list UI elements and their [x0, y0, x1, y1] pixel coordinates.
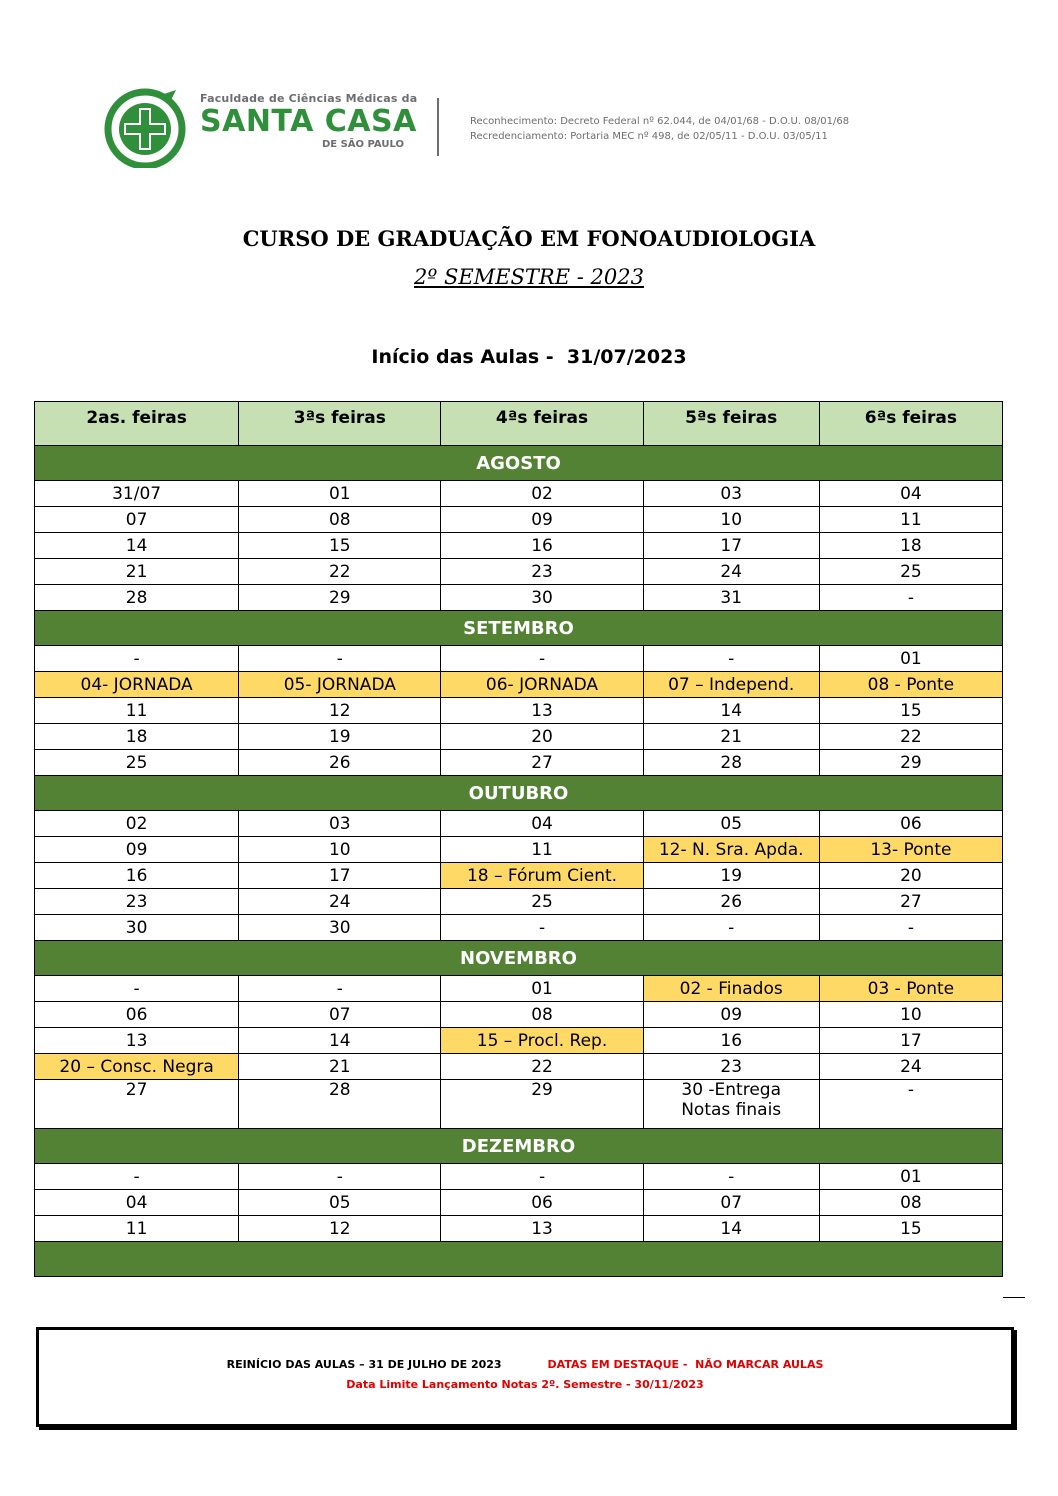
- date-cell: -: [441, 646, 643, 672]
- week-row: [35, 559, 1003, 585]
- date-cell: 29: [239, 585, 441, 611]
- week-row: [35, 507, 1003, 533]
- date-cell: 04: [819, 481, 1002, 507]
- month-row: [35, 446, 1003, 481]
- recredentialing-line: Recredenciamento: Portaria MEC nº 498, de 02/05/11 - D.O.U. 03/05/11: [470, 131, 828, 142]
- highlighted-date-cell: 13- Ponte: [819, 837, 1002, 863]
- header-wednesday: 4ªs feiras: [441, 402, 643, 446]
- date-cell: 16: [441, 533, 643, 559]
- month-name: NOVEMBRO: [35, 941, 1003, 976]
- date-cell: 11: [35, 698, 239, 724]
- date-cell: 24: [819, 1054, 1002, 1080]
- date-cell: 25: [35, 750, 239, 776]
- highlighted-date-cell: 08 - Ponte: [819, 672, 1002, 698]
- week-row: [35, 1054, 1003, 1080]
- date-cell: 15: [239, 533, 441, 559]
- date-cell: 22: [819, 724, 1002, 750]
- calendar-body: [35, 446, 1003, 1277]
- highlighted-date-cell: 06- JORNADA: [441, 672, 643, 698]
- course-title: CURSO DE GRADUAÇÃO EM FONOAUDIOLOGIA: [242, 226, 816, 251]
- table-footer-cell: [35, 1242, 1003, 1277]
- highlight-note: DATAS EM DESTAQUE - NÃO MARCAR AULAS: [547, 1358, 824, 1371]
- date-cell: 17: [819, 1028, 1002, 1054]
- week-row: [35, 724, 1003, 750]
- date-cell: 04: [441, 811, 643, 837]
- date-cell: 26: [239, 750, 441, 776]
- week-row: [35, 1002, 1003, 1028]
- week-row: [35, 698, 1003, 724]
- highlighted-date-cell: 04- JORNADA: [35, 672, 239, 698]
- date-cell: 24: [239, 889, 441, 915]
- date-cell: 07: [643, 1190, 819, 1216]
- notes-box: [36, 1327, 1014, 1427]
- date-cell: -: [819, 1080, 1002, 1129]
- date-cell: 09: [643, 1002, 819, 1028]
- highlighted-date-cell: 05- JORNADA: [239, 672, 441, 698]
- week-row: [35, 976, 1003, 1002]
- date-cell: 28: [643, 750, 819, 776]
- date-cell: 13: [441, 698, 643, 724]
- header-monday: 2as. feiras: [35, 402, 239, 446]
- date-cell: 14: [35, 533, 239, 559]
- date-cell: 14: [239, 1028, 441, 1054]
- date-cell: 27: [35, 1080, 239, 1129]
- date-cell: 02: [35, 811, 239, 837]
- logo-faculty-name: Faculdade de Ciências Médicas da: [200, 92, 418, 105]
- week-row: [35, 863, 1003, 889]
- week-row: [35, 811, 1003, 837]
- highlighted-date-cell: 18 – Fórum Cient.: [441, 863, 643, 889]
- highlighted-date-cell: 02 - Finados: [643, 976, 819, 1002]
- date-cell: -: [441, 1164, 643, 1190]
- date-cell: 21: [239, 1054, 441, 1080]
- date-cell: 23: [643, 1054, 819, 1080]
- notes-line: [39, 1358, 1011, 1371]
- date-cell: [643, 1080, 819, 1129]
- week-row: [35, 585, 1003, 611]
- table-footer-row: [35, 1242, 1003, 1277]
- date-cell: -: [819, 915, 1002, 941]
- date-cell: -: [239, 976, 441, 1002]
- date-cell: 12: [239, 698, 441, 724]
- semester-subtitle: 2º SEMESTRE - 2023: [414, 265, 644, 289]
- date-cell: 14: [643, 698, 819, 724]
- date-cell: 16: [643, 1028, 819, 1054]
- date-cell: 09: [441, 507, 643, 533]
- month-name: DEZEMBRO: [35, 1129, 1003, 1164]
- week-row: [35, 915, 1003, 941]
- header-tuesday: 3ªs feiras: [239, 402, 441, 446]
- date-cell: 10: [239, 837, 441, 863]
- date-cell: 05: [239, 1190, 441, 1216]
- date-cell-line: Notas finais: [681, 1100, 782, 1120]
- month-name: SETEMBRO: [35, 611, 1003, 646]
- date-cell: 30: [239, 915, 441, 941]
- week-row: [35, 481, 1003, 507]
- highlighted-date-cell: 15 – Procl. Rep.: [441, 1028, 643, 1054]
- date-cell: 19: [239, 724, 441, 750]
- month-name: OUTUBRO: [35, 776, 1003, 811]
- header-divider: [437, 98, 439, 156]
- date-cell: 21: [35, 559, 239, 585]
- date-cell: -: [643, 915, 819, 941]
- date-cell: 07: [239, 1002, 441, 1028]
- date-cell: 29: [441, 1080, 643, 1129]
- santa-casa-emblem-icon: [104, 88, 188, 168]
- date-cell: 27: [819, 889, 1002, 915]
- date-cell: -: [239, 1164, 441, 1190]
- date-cell: 02: [441, 481, 643, 507]
- date-cell: -: [35, 646, 239, 672]
- date-cell: 23: [441, 559, 643, 585]
- date-cell: 28: [239, 1080, 441, 1129]
- deadline-note: Data Limite Lançamento Notas 2º. Semestre - 30/11/2023: [346, 1378, 704, 1391]
- date-cell: -: [35, 976, 239, 1002]
- date-cell: 11: [441, 837, 643, 863]
- month-row: [35, 611, 1003, 646]
- date-cell: 06: [441, 1190, 643, 1216]
- date-cell: 25: [441, 889, 643, 915]
- date-cell: -: [239, 646, 441, 672]
- date-cell: 28: [35, 585, 239, 611]
- date-cell: 27: [441, 750, 643, 776]
- date-cell: 16: [35, 863, 239, 889]
- date-cell: 10: [819, 1002, 1002, 1028]
- header-thursday: 5ªs feiras: [643, 402, 819, 446]
- date-cell: 09: [35, 837, 239, 863]
- date-cell: -: [441, 915, 643, 941]
- date-cell: 05: [643, 811, 819, 837]
- highlighted-date-cell: 12- N. Sra. Apda.: [643, 837, 819, 863]
- weekday-header-row: [35, 402, 1003, 446]
- date-cell: 20: [441, 724, 643, 750]
- week-row: [35, 889, 1003, 915]
- date-cell: -: [643, 1164, 819, 1190]
- date-cell: 03: [239, 811, 441, 837]
- date-cell: 31: [643, 585, 819, 611]
- week-row: [35, 1164, 1003, 1190]
- week-row: [35, 750, 1003, 776]
- date-cell: 18: [35, 724, 239, 750]
- academic-calendar-table: [34, 401, 1003, 1277]
- date-cell: 17: [239, 863, 441, 889]
- date-cell: 06: [35, 1002, 239, 1028]
- date-cell: 11: [35, 1216, 239, 1242]
- week-row: [35, 646, 1003, 672]
- date-cell: 03: [643, 481, 819, 507]
- date-cell: 07: [35, 507, 239, 533]
- date-cell: 30: [441, 585, 643, 611]
- date-cell: -: [643, 646, 819, 672]
- date-cell: 22: [441, 1054, 643, 1080]
- date-cell: 13: [441, 1216, 643, 1242]
- date-cell: 08: [819, 1190, 1002, 1216]
- date-cell: 10: [643, 507, 819, 533]
- date-cell: 31/07: [35, 481, 239, 507]
- date-cell: -: [35, 1164, 239, 1190]
- date-cell: -: [819, 585, 1002, 611]
- week-row: [35, 837, 1003, 863]
- week-row: [35, 672, 1003, 698]
- restart-note: REINÍCIO DAS AULAS – 31 DE JULHO DE 2023: [226, 1358, 502, 1371]
- date-cell: 14: [643, 1216, 819, 1242]
- week-row: [35, 1028, 1003, 1054]
- recognition-text: [470, 114, 849, 144]
- month-name: AGOSTO: [35, 446, 1003, 481]
- month-row: [35, 776, 1003, 811]
- date-cell: 25: [819, 559, 1002, 585]
- date-cell: 01: [819, 646, 1002, 672]
- classes-start-label: Início das Aulas - 31/07/2023: [371, 346, 687, 368]
- date-cell: 20: [819, 863, 1002, 889]
- date-cell: 11: [819, 507, 1002, 533]
- date-cell: 01: [819, 1164, 1002, 1190]
- date-cell: 29: [819, 750, 1002, 776]
- institution-logo: [104, 88, 434, 168]
- date-cell: 12: [239, 1216, 441, 1242]
- date-cell: 15: [819, 1216, 1002, 1242]
- date-cell: 18: [819, 533, 1002, 559]
- date-cell: 01: [441, 976, 643, 1002]
- week-row: [35, 533, 1003, 559]
- date-cell: 22: [239, 559, 441, 585]
- month-row: [35, 1129, 1003, 1164]
- week-row: [35, 1216, 1003, 1242]
- date-cell: 23: [35, 889, 239, 915]
- week-row: [35, 1190, 1003, 1216]
- logo-santa-casa: SANTA CASA: [200, 104, 417, 139]
- date-cell: 01: [239, 481, 441, 507]
- logo-sao-paulo: DE SÃO PAULO: [321, 139, 404, 150]
- month-row: [35, 941, 1003, 976]
- header-friday: 6ªs feiras: [819, 402, 1002, 446]
- date-cell: 13: [35, 1028, 239, 1054]
- highlighted-date-cell: 07 – Independ.: [643, 672, 819, 698]
- date-cell: 17: [643, 533, 819, 559]
- date-cell: 21: [643, 724, 819, 750]
- date-cell: 08: [239, 507, 441, 533]
- date-cell: 06: [819, 811, 1002, 837]
- week-row: [35, 1080, 1003, 1129]
- highlighted-date-cell: 20 – Consc. Negra: [35, 1054, 239, 1080]
- date-cell: 19: [643, 863, 819, 889]
- date-cell-line: 30 -Entrega: [681, 1080, 782, 1100]
- recognition-line: Reconhecimento: Decreto Federal nº 62.044, de 04/01/68 - D.O.U. 08/01/68: [470, 116, 850, 127]
- date-cell: 24: [643, 559, 819, 585]
- date-cell: 08: [441, 1002, 643, 1028]
- date-cell: 04: [35, 1190, 239, 1216]
- table-edge-line: [1003, 1297, 1025, 1298]
- date-cell: 26: [643, 889, 819, 915]
- date-cell: 15: [819, 698, 1002, 724]
- highlighted-date-cell: 03 - Ponte: [819, 976, 1002, 1002]
- date-cell: 30: [35, 915, 239, 941]
